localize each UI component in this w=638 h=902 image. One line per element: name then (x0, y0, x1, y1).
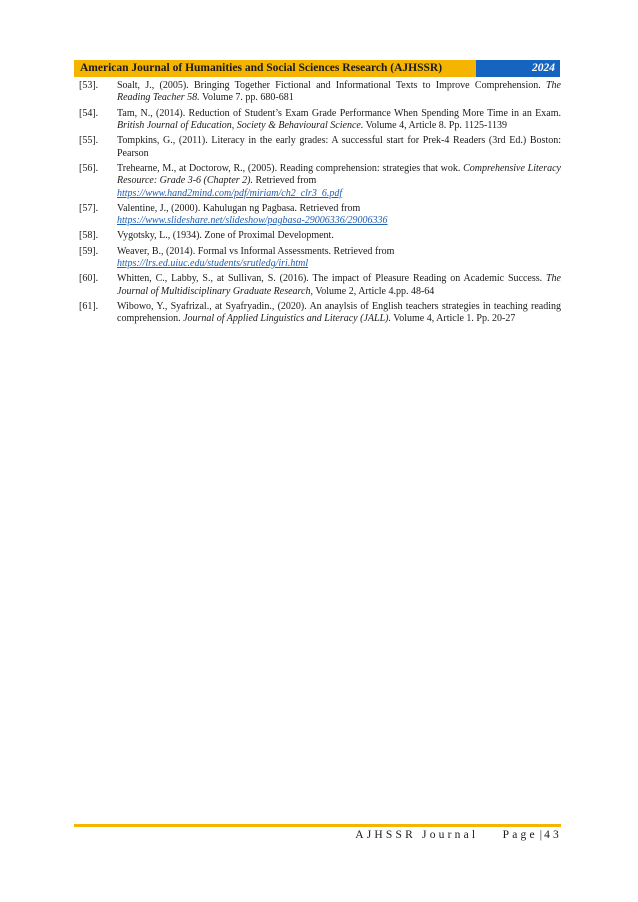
reference-number: [55]. (79, 135, 99, 147)
footer-page-label: Page (502, 829, 538, 841)
reference-link[interactable]: https://www.slideshare.net/slideshow/pagbasa-29006336/29006336 (117, 215, 388, 227)
reference-item (79, 80, 561, 105)
reference-number: [57]. (79, 202, 99, 214)
reference-item (79, 108, 561, 133)
reference-item (79, 273, 561, 298)
reference-link[interactable]: https://lrs.ed.uiuc.edu/students/srutledg/iri.html (117, 258, 309, 270)
reference-item (79, 230, 561, 242)
reference-number: [59]. (79, 245, 99, 257)
footer-rule (74, 824, 561, 827)
reference-link[interactable]: https://www.hand2mind.com/pdf/miriam/ch2_clr3_6.pdf (117, 187, 343, 199)
page-number: 43 (544, 829, 562, 841)
reference-number: [58]. (79, 230, 99, 242)
reference-item (79, 163, 561, 200)
reference-text: Tompkins, G., (2011). Literacy in the early grades: A successful start for Prek-4 Readers (3rd Ed.) Boston: Pearson (117, 135, 561, 159)
page-footer: AJHSSR Journal Page | 43 (355, 829, 562, 841)
reference-text: Whitten, C., Labby, S., at Sullivan, S. (2016). The impact of Pleasure Reading on Academic Success. The Journal of Multidisciplinary Graduate Research, Volume 2, Article 4.pp. 48-64 (117, 273, 561, 297)
reference-number: [54]. (79, 107, 99, 119)
journal-header-bar (74, 60, 560, 77)
journal-year: 2024 (476, 60, 560, 77)
reference-number: [60]. (79, 273, 99, 285)
reference-text: Wibowo, Y., Syafrizal., at Syafryadin., (2020). An anaylsis of English teachers strategies in teaching reading comprehension. Journal of Applied Linguistics and Literacy (JALL). Volume 4, Article 1. Pp. 20-27 (117, 300, 561, 325)
reference-item (79, 301, 561, 326)
reference-text: Vygotsky, L., (1934). Zone of Proximal Development. (117, 230, 334, 242)
reference-text: Trehearne, M., at Doctorow, R., (2005). Reading comprehension: strategies that wok. Comprehensive Literacy Resource: Grade 3-6 (Chapter 2). Retrieved from https://www.hand2mind.com/pdf/miriam/ch2_clr3_6.pdf (117, 162, 561, 199)
reference-text: Soalt, J., (2005). Bringing Together Fictional and Informational Texts to Improve Comprehension. The Reading Teacher 58. Volume 7. pp. 680-681 (117, 80, 561, 104)
reference-number: [56]. (79, 162, 99, 174)
journal-title: American Journal of Humanities and Social Sciences Research (AJHSSR) (74, 60, 476, 77)
reference-number: [53]. (79, 80, 99, 91)
reference-number: [61]. (79, 300, 99, 312)
reference-item (79, 246, 561, 271)
reference-item (79, 203, 561, 228)
reference-text: Valentine, J., (2000). Kahulugan ng Pagbasa. Retrieved from https://www.slideshare.net/slideshow/pagbasa-29006336/29006336 (117, 202, 388, 227)
reference-text: Weaver, B., (2014). Formal vs Informal Assessments. Retrieved from https://lrs.ed.uiuc.edu/students/srutledg/iri.html (117, 245, 395, 270)
reference-list (79, 80, 561, 328)
footer-journal: AJHSSR Journal (355, 829, 479, 841)
reference-item (79, 135, 561, 160)
reference-text: Tam, N., (2014). Reduction of Student’s Exam Grade Performance When Spending More Time in an Exam. British Journal of Education, Society & Behavioural Science. Volume 4, Article 8. Pp. 1125-1139 (117, 107, 561, 132)
